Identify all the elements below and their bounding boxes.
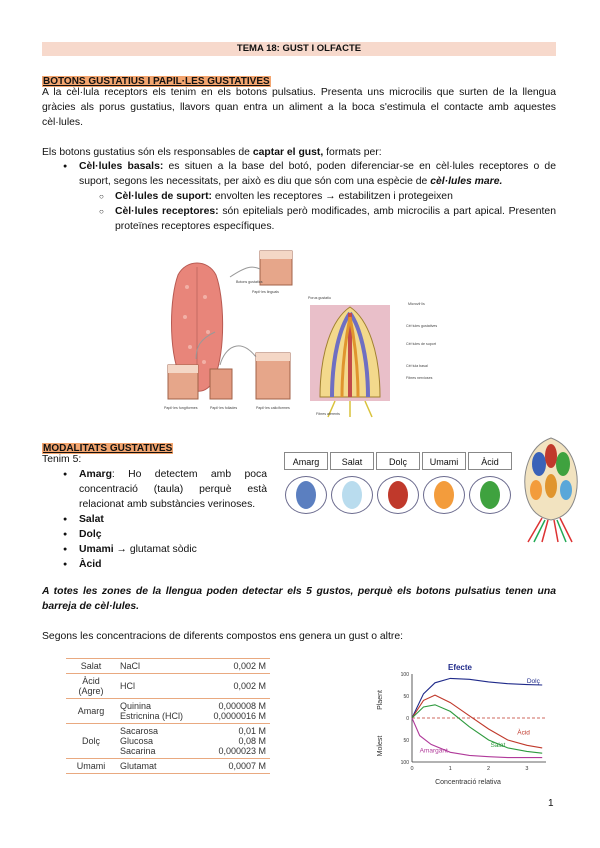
list-item-dolc: ● Dolç: [79, 527, 267, 542]
tenim-label: Tenim 5:: [42, 454, 82, 465]
modalities-list: [79, 467, 267, 572]
list-item-receptores: ○ Cèl·lules receptores: són epitelials però modificades, amb microcilis a part apical. Presenten proteïnes receptores específiques.: [115, 204, 556, 234]
chart-x-tick-label: 2: [487, 766, 491, 772]
chart-series-line: [412, 695, 542, 748]
summary-paragraph: A totes les zones de la llengua poden detectar els 5 gustos, perquè els botons pulsatius tenen una barreja de cèl·lules.: [42, 586, 556, 612]
fig-label-caliciformes: Papil·les caliciformes: [256, 406, 290, 410]
fig-label-porus: Porus gustatiu: [308, 296, 331, 300]
table-row: Dolç Sacarosa Glucosa Sacarina 0,01 M 0,08 M 0,000023 M: [66, 724, 270, 759]
chart-xlabel: Concentració relativa: [435, 779, 501, 786]
fig-label-microvillis: Microvil·lis: [408, 302, 425, 306]
taste-tag-dolc: Dolç: [376, 452, 420, 470]
fig-label-fungiformes: Papil·les fungiformes: [164, 406, 198, 410]
taste-bud-illustration: [310, 305, 390, 417]
taste-bud-anatomy-figure: [160, 247, 444, 419]
chart-y-tick-label: 50: [403, 738, 409, 744]
fig-label-gustatives: Cèl·lules gustatives: [406, 324, 438, 328]
table-row: Umami Glutamat 0,0007 M: [66, 759, 270, 774]
table-row: Amarg Quinina Estricnina (HCl) 0,000008 M 0,0000016 M: [66, 699, 270, 724]
chart-series-line: [412, 678, 542, 718]
chart-y-tick-label: 0: [406, 716, 409, 722]
taste-effect-chart: [360, 660, 560, 788]
chart-x-tick-label: 3: [525, 766, 529, 772]
fig-label-basal: Cèl·lula basal: [406, 364, 428, 368]
chart-y-tick-label: 50: [403, 694, 409, 700]
table-row: Àcid (Agre) HCl 0,002 M: [66, 674, 270, 699]
chart-ylabel-bottom: Molest: [377, 735, 384, 757]
chart-title: Efecte: [447, 663, 473, 672]
chart-series-label: Amargant: [419, 747, 448, 755]
fig-label-fibres: Fibres nervioses: [406, 376, 433, 380]
taste-cup-umami: [423, 476, 465, 514]
chart-x-tick-label: 0: [410, 766, 414, 772]
intro-paragraph: A la cèl·lula receptors els tenim en els botons pulsatius. Presenta uns microcilis que surten de la llengua gràcies als porus gustatius, llavors quan entra un aliment a la boca s'estimula el contacte amb aquestes cèl·lules.: [42, 87, 556, 128]
botons-paragraph: Els botons gustatius són els responsables de captar el gust, formats per:: [42, 147, 382, 158]
taste-cup-amarg: [285, 476, 327, 514]
list-item-basals: ● Cèl·lules basals: es situen a la base del botó, poden diferenciar-se en cèl·lules receptores o de suport, segons les necessitats, per això es diu que són com una espècie de cèl·lules mare.: [79, 159, 556, 189]
chart-series-label: Dolç: [526, 677, 540, 685]
fig-label-papilles: Papil·les linguals: [252, 290, 279, 294]
taste-bud-color-figure: [522, 434, 580, 544]
chart-series-label: Àcid: [517, 729, 530, 737]
page-title: TEMA 18: GUST I OLFACTE: [42, 42, 556, 56]
list-item-suport: ○ Cèl·lules de suport: envolten les receptores → estabilitzen i protegeixen: [115, 189, 556, 204]
concentration-table: [66, 658, 270, 774]
list-item-amarg: ● Amarg: Ho detectem amb poca concentració (taula) perquè està relacionat amb substàncies verinoses.: [79, 467, 267, 512]
section-heading-modalitats: MODALITATS GUSTATIVES: [43, 443, 173, 454]
section-heading-botons: BOTONS GUSTATIUS I PAPIL·LES GUSTATIVES: [43, 76, 270, 87]
chart-y-tick-label: 100: [400, 672, 409, 678]
chart-y-tick-label: 100: [400, 760, 409, 766]
table-intro-paragraph: Segons les concentracions de diferents compostos ens genera un gust o altre:: [42, 631, 404, 642]
taste-cup-dolc: [377, 476, 419, 514]
fig-label-aferents: Fibres aferents: [316, 412, 340, 416]
taste-cup-salat: [331, 476, 373, 514]
table-row: Salat NaCl 0,002 M: [66, 659, 270, 674]
fig-label-botons: Botons gustatius: [236, 280, 263, 284]
list-item-umami: ● Umami → glutamat sòdic: [79, 542, 267, 557]
chart-x-tick-label: 1: [448, 766, 452, 772]
page-number: 1: [548, 798, 554, 809]
fig-label-suport: Cèl·lules de suport: [406, 342, 436, 346]
taste-tag-umami: Umami: [422, 452, 466, 470]
taste-tag-amarg: Amarg: [284, 452, 328, 470]
list-item-salat: ● Salat: [79, 512, 267, 527]
taste-tag-salat: Salat: [330, 452, 374, 470]
cell-subtypes-list: [115, 189, 556, 234]
cell-types-list: [79, 159, 556, 189]
chart-series-label: Salat: [490, 742, 506, 750]
fig-label-foliades: Papil·les foliades: [210, 406, 238, 410]
taste-cup-acid: [469, 476, 511, 514]
taste-tag-acid: Àcid: [468, 452, 512, 470]
list-item-acid: ● Àcid: [79, 557, 267, 572]
chart-ylabel-top: Plaent: [377, 690, 384, 710]
